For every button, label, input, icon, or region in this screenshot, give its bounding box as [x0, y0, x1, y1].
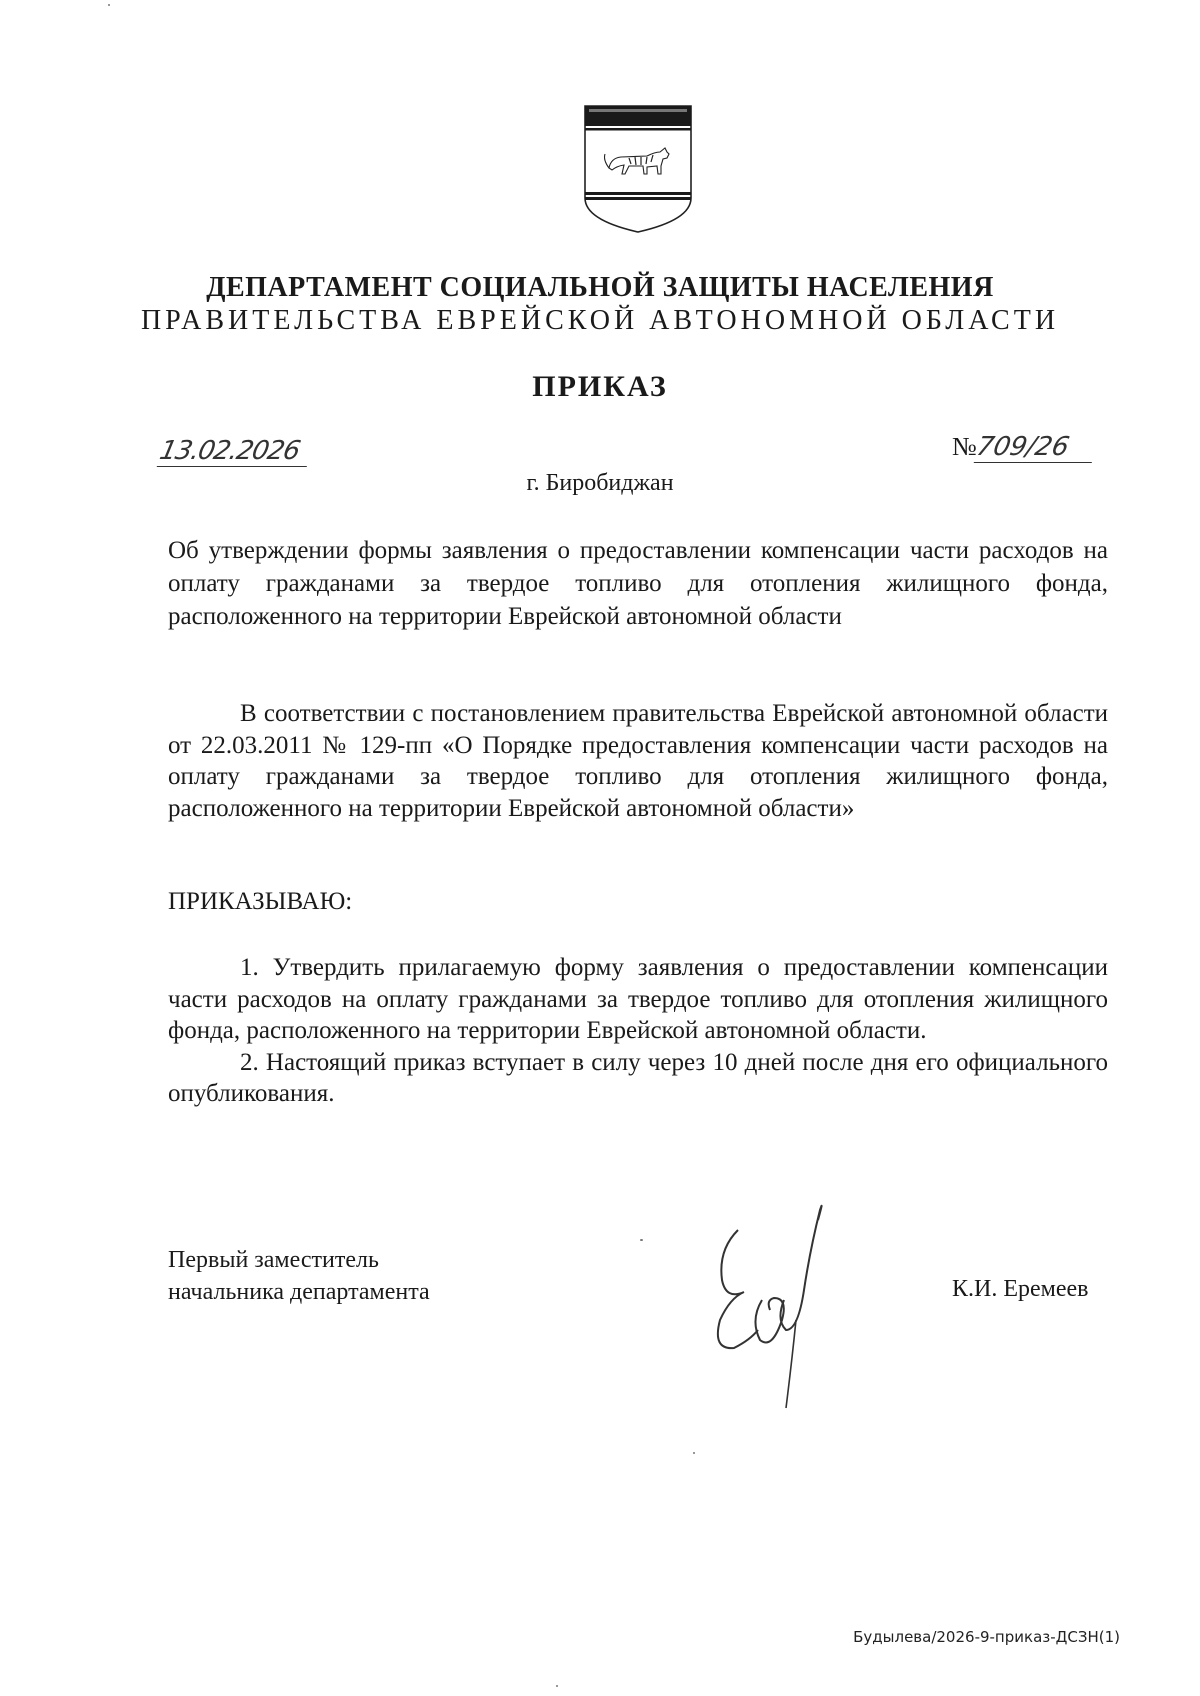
document-type-title: ПРИКАЗ	[532, 370, 668, 403]
number-sign: №	[952, 432, 977, 461]
signer-title-line: начальника департамента	[168, 1279, 430, 1305]
order-date: 13.02.2026	[157, 436, 314, 467]
department-name: ДЕПАРТАМЕНТ СОЦИАЛЬНОЙ ЗАЩИТЫ НАСЕЛЕНИЯ	[206, 272, 994, 303]
order-item: 2. Настоящий приказ вступает в силу через 10 дней после дня его официального опубликования.	[168, 1048, 1108, 1107]
scan-speck	[556, 1685, 558, 1687]
scan-speck	[693, 1452, 695, 1454]
coat-of-arms-icon	[581, 102, 695, 236]
signer-title	[168, 1244, 430, 1308]
city-name: г. Биробиджан	[526, 470, 674, 496]
preamble	[168, 698, 1108, 824]
scan-speck	[108, 4, 110, 6]
order-subject: Об утверждении формы заявления о предоставлении компенсации части расходов на оплату гражданами за твердое топливо для отопления жилищного фонда, расположенного на территории Еврейской автономной области	[168, 537, 1108, 630]
signer-name: К.И. Еремеев	[952, 1276, 1089, 1302]
order-item: 1. Утвердить прилагаемую форму заявления о предоставлении компенсации части расходов на оплату гражданами за твердое топливо для отопления жилищного фонда, расположенного на территории Еврейской автономной области.	[168, 954, 1108, 1044]
order-number-block	[952, 432, 1095, 463]
order-number: 709/26	[974, 432, 1099, 463]
order-directive: ПРИКАЗЫВАЮ:	[168, 888, 353, 915]
document-code: Будылева/2026-9-приказ-ДСЗН(1)	[853, 1628, 1120, 1646]
order-items	[168, 952, 1108, 1110]
preamble-text: В соответствии с постановлением правительства Еврейской автономной области от 22.03.2011 № 129-пп «О Порядке предоставления компенсации части расходов на оплату гражданами за твердое топливо для отопления жилищного фонда, расположенного на территории Еврейской автономной области»	[168, 700, 1108, 822]
scan-speck	[640, 1239, 643, 1241]
government-name: ПРАВИТЕЛЬСТВА ЕВРЕЙСКОЙ АВТОНОМНОЙ ОБЛАСТИ	[140, 305, 1060, 336]
handwritten-signature-icon	[700, 1180, 850, 1410]
signer-title-line: Первый заместитель	[168, 1247, 379, 1273]
